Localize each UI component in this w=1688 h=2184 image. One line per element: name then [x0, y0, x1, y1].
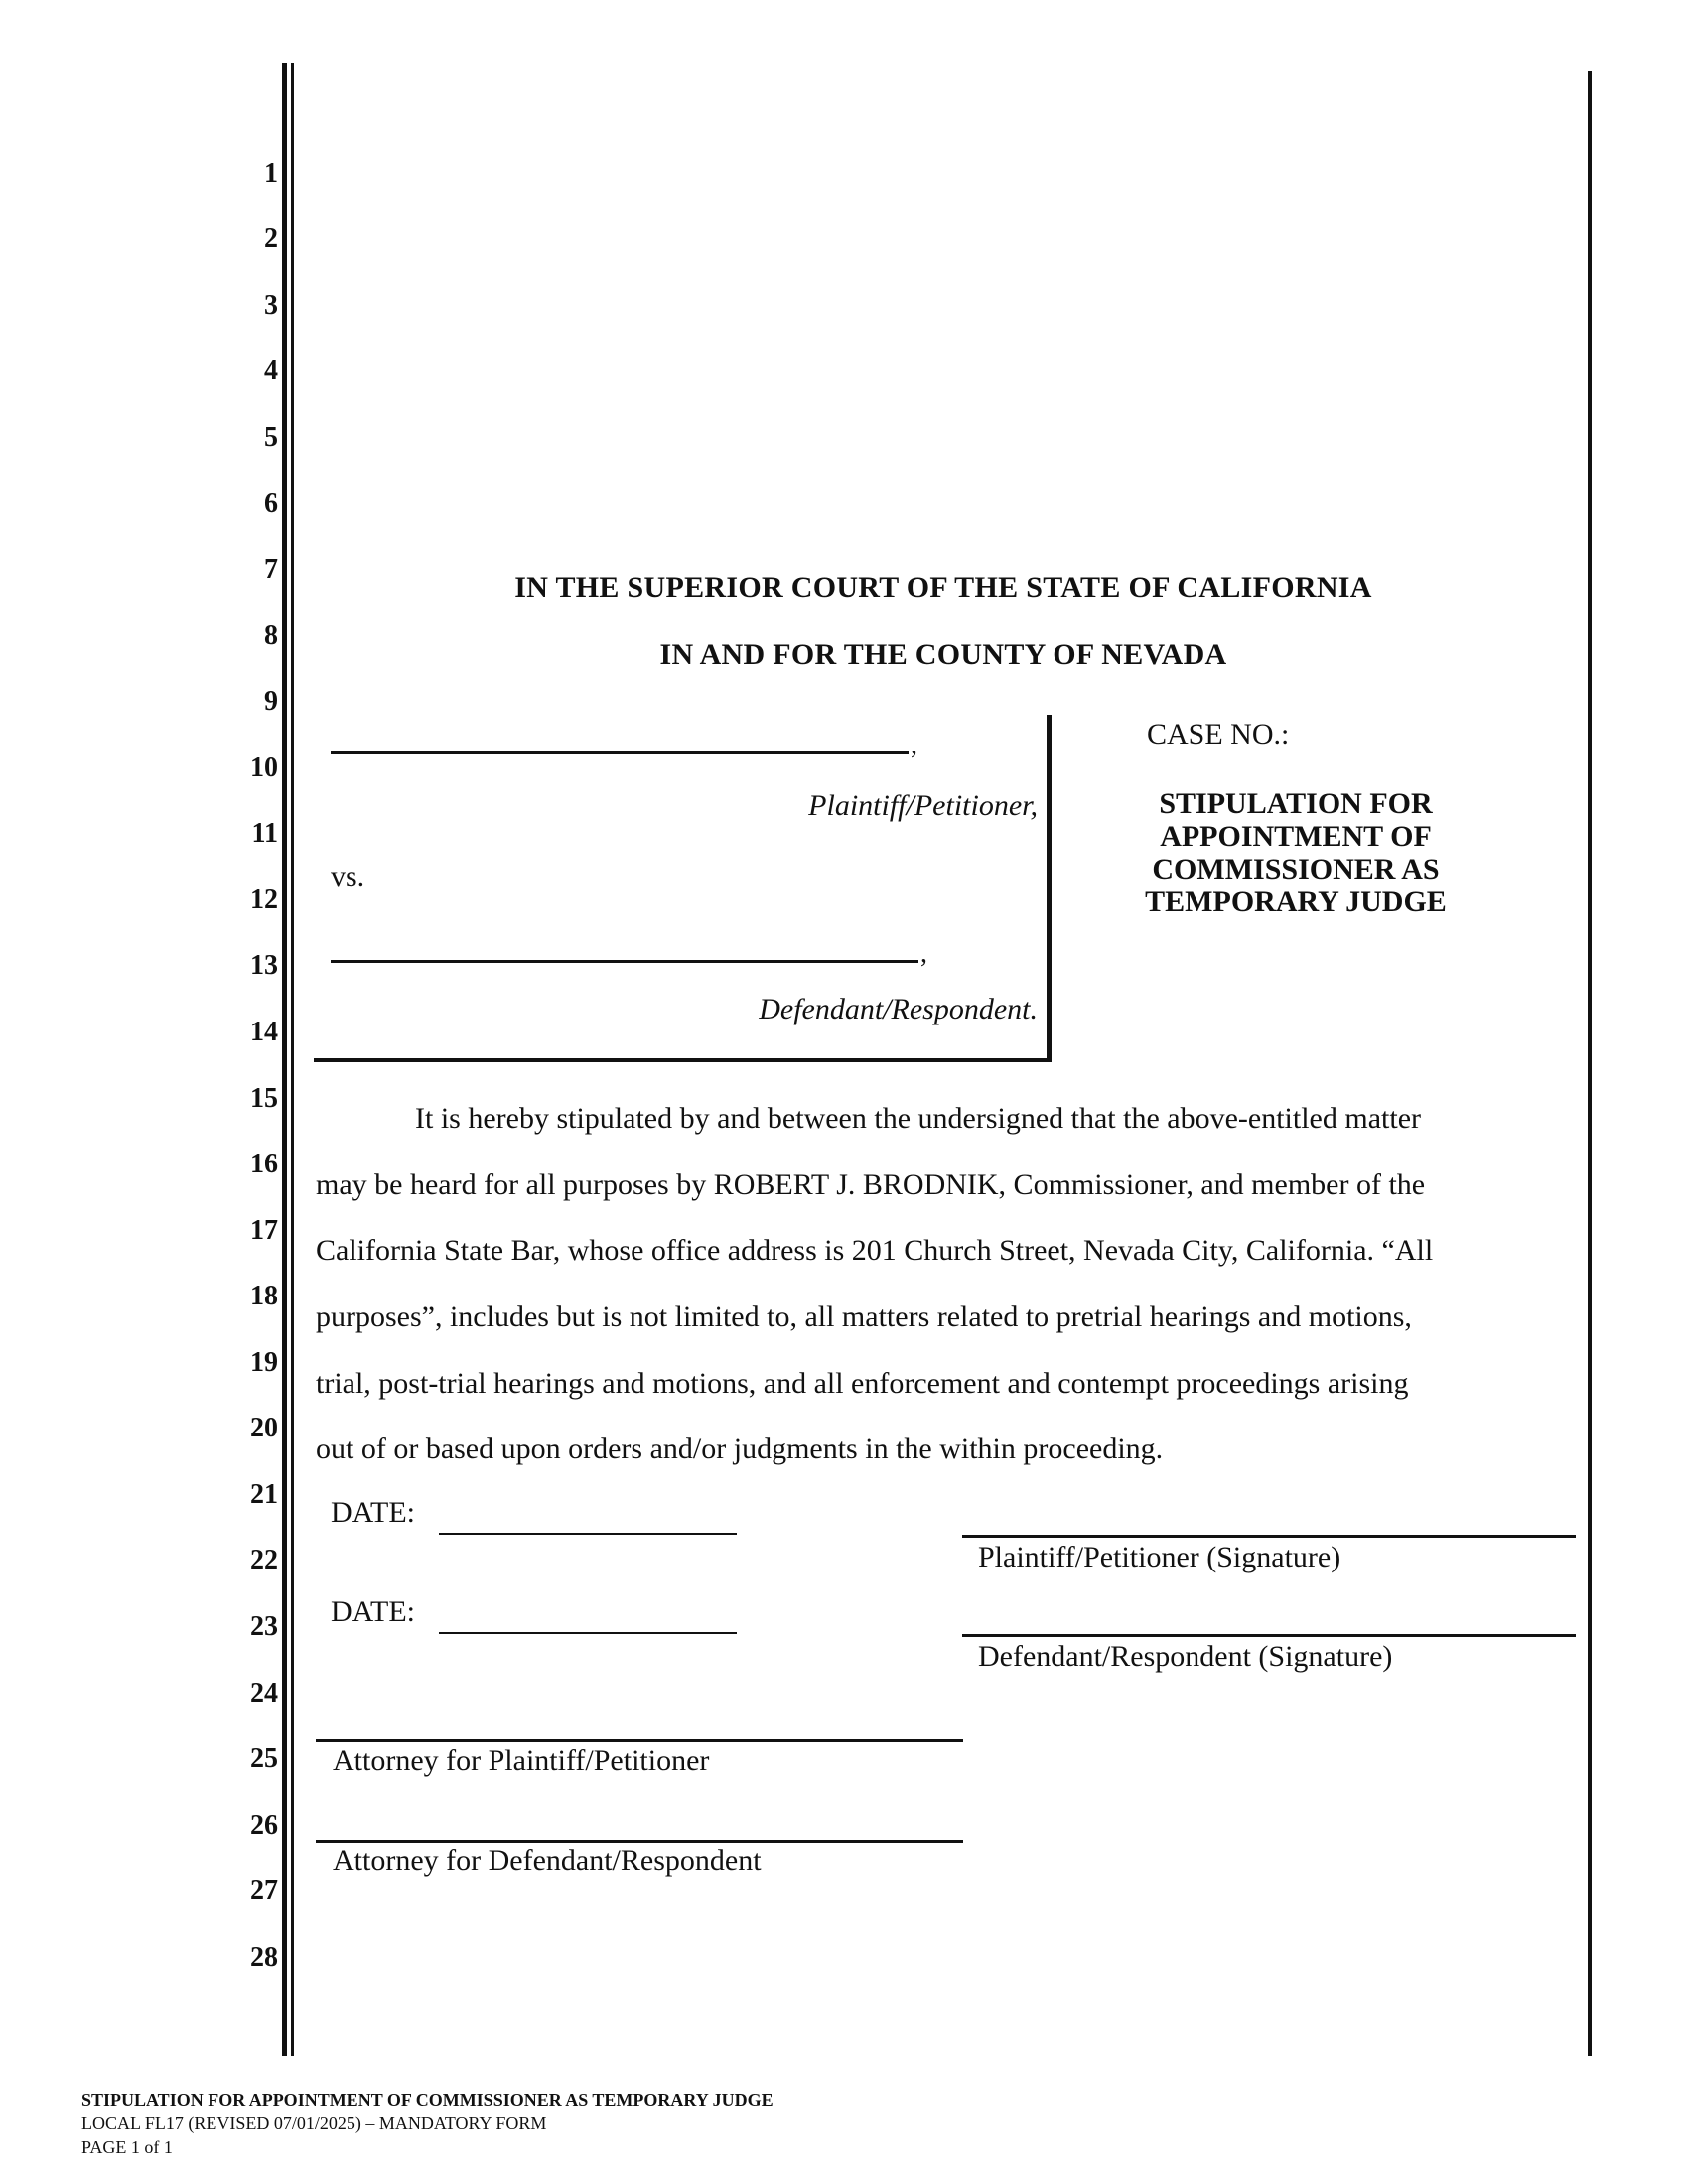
- line-number: 18: [250, 1281, 278, 1311]
- footer-page-number: PAGE 1 of 1: [81, 2137, 173, 2157]
- document-title: [1097, 787, 1494, 918]
- defendant-label: Defendant/Respondent.: [759, 993, 1038, 1025]
- line-number: 19: [250, 1347, 278, 1378]
- body-text-line: It is hereby stipulated by and between the undersigned that the above-entitled matter: [415, 1102, 1421, 1135]
- plaintiff-signature-label: Plaintiff/Petitioner (Signature): [978, 1541, 1341, 1573]
- line-number: 4: [264, 355, 278, 386]
- document-title-line: STIPULATION FOR: [1159, 787, 1433, 820]
- line-number: 8: [264, 620, 278, 651]
- body-text-line: out of or based upon orders and/or judgments in the within proceeding.: [316, 1433, 1164, 1465]
- footer: [81, 2088, 774, 2159]
- line-number: 24: [250, 1678, 278, 1708]
- footer-form-id: LOCAL FL17 (REVISED 07/01/2025) – MANDATORY FORM: [81, 2114, 547, 2133]
- caption-box-bottom-border: [314, 1058, 1052, 1062]
- line-number: 12: [250, 885, 278, 915]
- line-number: 25: [250, 1743, 278, 1774]
- line-number: 17: [250, 1215, 278, 1246]
- left-margin-rule-inner: [291, 63, 294, 2056]
- plaintiff-signature-line[interactable]: [962, 1535, 1576, 1538]
- plaintiff-comma: ,: [911, 730, 917, 760]
- line-number: 9: [264, 686, 278, 717]
- line-number: 16: [250, 1149, 278, 1179]
- case-number-label: CASE NO.:: [1147, 718, 1290, 751]
- body-text-line: trial, post-trial hearings and motions, and all enforcement and contempt proceedings arising: [316, 1367, 1409, 1400]
- county-title: IN AND FOR THE COUNTY OF NEVADA: [659, 638, 1227, 671]
- line-number: 1: [264, 158, 278, 189]
- line-number: 27: [250, 1875, 278, 1906]
- defendant-comma: ,: [920, 938, 927, 969]
- plaintiff-label: Plaintiff/Petitioner,: [808, 789, 1038, 822]
- line-number: 7: [264, 554, 278, 585]
- line-number: 23: [250, 1611, 278, 1642]
- defendant-name-line[interactable]: [331, 960, 918, 963]
- line-number: 5: [264, 422, 278, 453]
- line-number: 11: [251, 818, 278, 849]
- line-number: 10: [250, 752, 278, 783]
- attorney-plaintiff-signature-line[interactable]: [316, 1739, 963, 1742]
- footer-title: STIPULATION FOR APPOINTMENT OF COMMISSIONER AS TEMPORARY JUDGE: [81, 2090, 774, 2110]
- versus-label: vs.: [331, 860, 365, 892]
- date-label: DATE:: [331, 1496, 415, 1529]
- line-number: 15: [250, 1083, 278, 1114]
- right-margin-rule: [1588, 71, 1592, 2056]
- line-number: 26: [250, 1810, 278, 1841]
- body-text-line: may be heard for all purposes by ROBERT J. BRODNIK, Commissioner, and member of the: [316, 1168, 1426, 1201]
- line-number: 13: [250, 950, 278, 981]
- attorney-defendant-signature-line[interactable]: [316, 1840, 963, 1843]
- line-number: 2: [264, 223, 278, 254]
- plaintiff-name-line[interactable]: [331, 751, 909, 754]
- body-text-line: California State Bar, whose office address is 201 Church Street, Nevada City, California. “All: [316, 1234, 1434, 1267]
- line-number: 14: [250, 1017, 278, 1047]
- line-number: 28: [250, 1942, 278, 1973]
- line-number: 3: [264, 290, 278, 321]
- line-number: 22: [250, 1545, 278, 1575]
- defendant-signature-line[interactable]: [962, 1634, 1576, 1637]
- line-number: 6: [264, 488, 278, 519]
- body-text-line: purposes”, includes but is not limited to, all matters related to pretrial hearings and motions,: [316, 1300, 1412, 1333]
- line-number: 21: [250, 1479, 278, 1510]
- document-title-line: COMMISSIONER AS: [1152, 853, 1440, 886]
- document-title-line: APPOINTMENT OF: [1160, 820, 1432, 853]
- court-title: IN THE SUPERIOR COURT OF THE STATE OF CALIFORNIA: [514, 571, 1372, 604]
- date-field-2[interactable]: [439, 1632, 737, 1634]
- defendant-signature-label: Defendant/Respondent (Signature): [978, 1640, 1393, 1673]
- caption-box-right-border: [1047, 715, 1052, 1062]
- document-title-line: TEMPORARY JUDGE: [1145, 886, 1447, 918]
- left-margin-rule: [282, 63, 287, 2056]
- line-number: 20: [250, 1413, 278, 1443]
- date-field-1[interactable]: [439, 1533, 737, 1535]
- attorney-plaintiff-label: Attorney for Plaintiff/Petitioner: [333, 1744, 710, 1777]
- date-label: DATE:: [331, 1595, 415, 1628]
- attorney-defendant-label: Attorney for Defendant/Respondent: [333, 1844, 762, 1877]
